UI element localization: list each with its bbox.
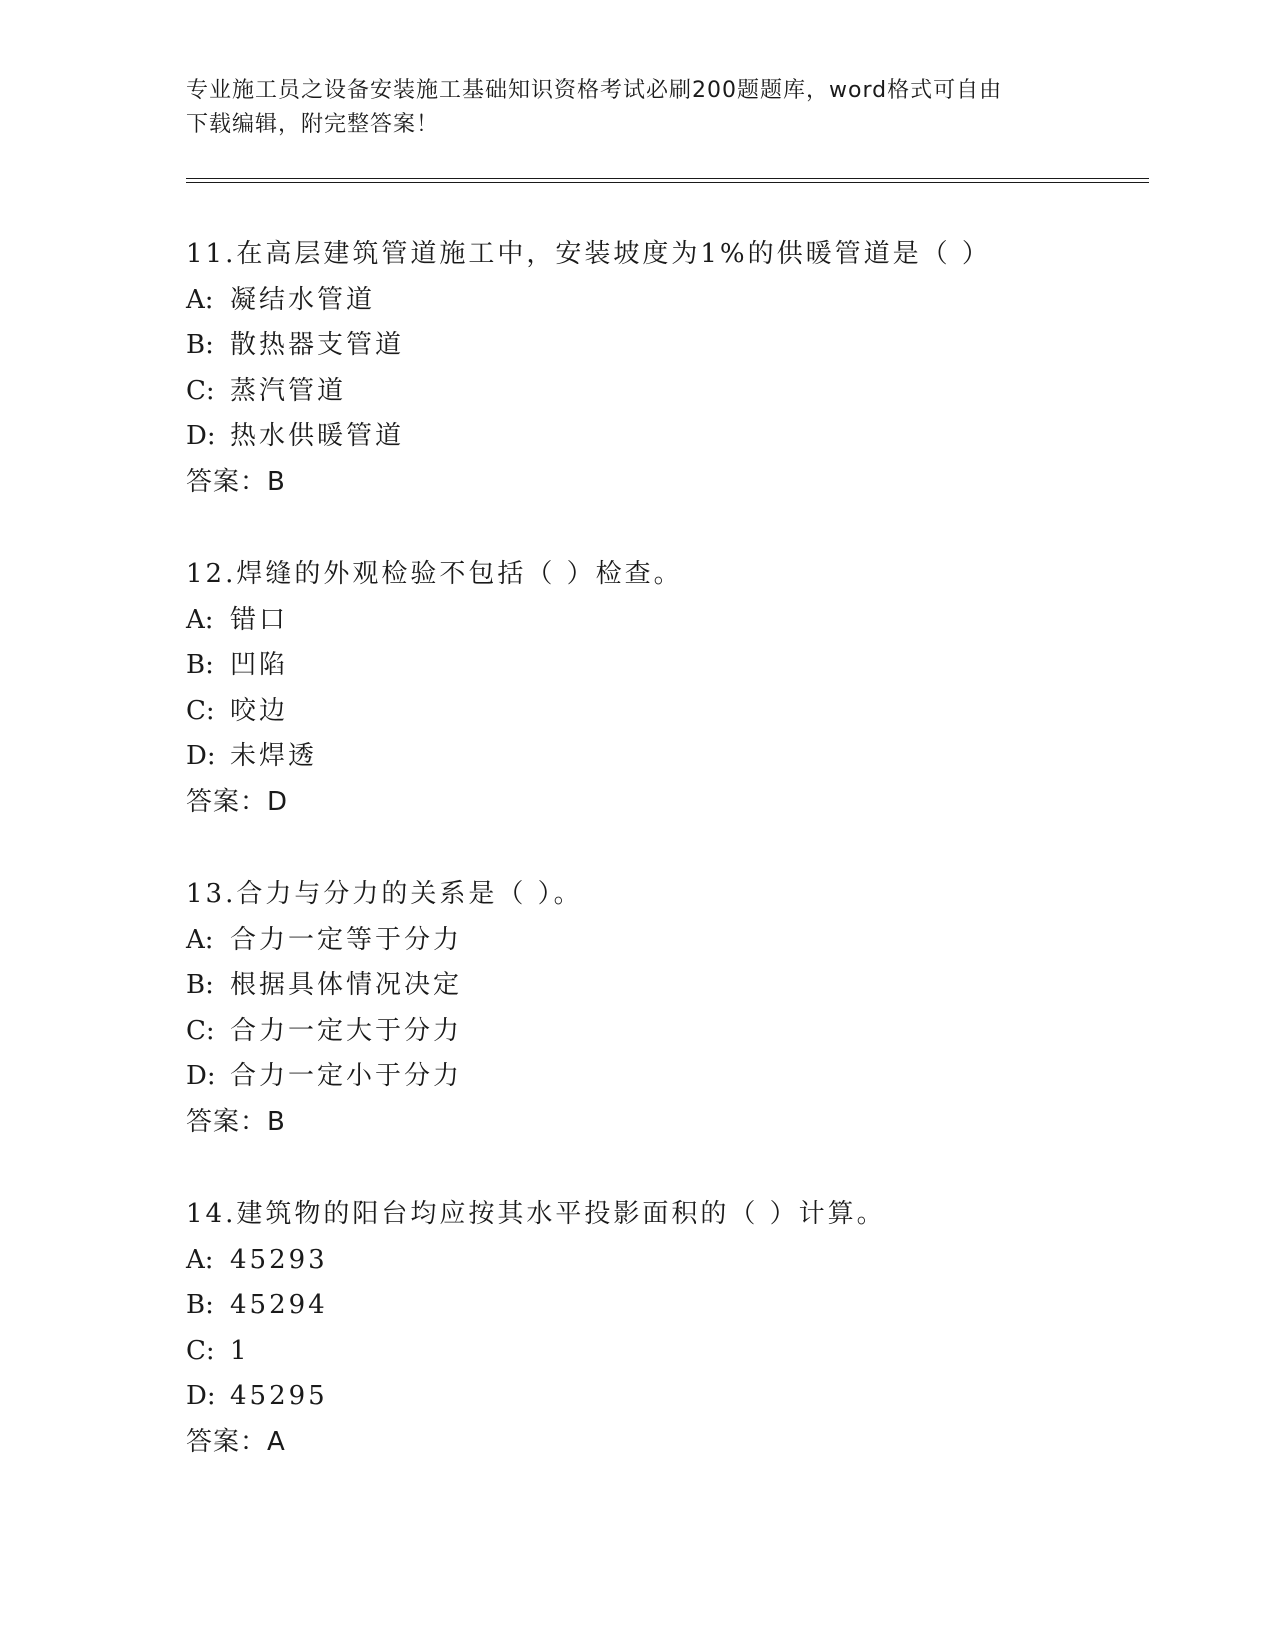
document-header	[186, 74, 1066, 142]
option-text: 未焊透	[230, 741, 318, 771]
question-12	[186, 552, 1146, 825]
question-list	[186, 232, 1146, 1512]
answer-line: 答案：B	[186, 466, 286, 497]
header-rule-top	[186, 178, 1149, 179]
question-11	[186, 232, 1146, 505]
option-key: D:	[186, 421, 216, 451]
option-c	[186, 689, 1146, 735]
option-a	[186, 598, 1146, 644]
option-key: D:	[186, 1381, 216, 1411]
option-key: B:	[186, 650, 214, 680]
option-key: B:	[186, 1290, 214, 1320]
option-c	[186, 369, 1146, 415]
option-key: A:	[186, 1244, 214, 1275]
answer-line: 答案：B	[186, 1106, 286, 1137]
option-key: B:	[186, 970, 214, 1000]
option-key: C:	[186, 1335, 215, 1366]
option-text: 45293	[230, 1244, 328, 1275]
option-d	[186, 1054, 1146, 1100]
option-key: A:	[186, 924, 214, 955]
option-c	[186, 1329, 1146, 1375]
option-text: 根据具体情况决定	[230, 970, 463, 1000]
option-text: 1	[230, 1335, 250, 1366]
question-14	[186, 1192, 1146, 1465]
option-text: 合力一定等于分力	[230, 924, 463, 955]
header-line-2: 下载编辑，附完整答案！	[186, 112, 440, 137]
option-key: A:	[186, 604, 214, 635]
option-key: A:	[186, 284, 214, 315]
option-text: 咬边	[230, 695, 289, 726]
answer-line: 答案：D	[186, 786, 289, 817]
option-a	[186, 918, 1146, 964]
option-b	[186, 963, 1146, 1009]
option-key: D:	[186, 1061, 216, 1091]
option-key: D:	[186, 741, 216, 771]
option-text: 凹陷	[230, 650, 289, 680]
option-key: C:	[186, 1015, 215, 1046]
option-text: 合力一定大于分力	[230, 1015, 463, 1046]
option-text: 错口	[230, 604, 289, 635]
option-key: C:	[186, 695, 215, 726]
option-key: C:	[186, 375, 215, 406]
option-d	[186, 1374, 1146, 1420]
option-text: 凝结水管道	[230, 284, 376, 315]
option-key: B:	[186, 330, 214, 360]
option-text: 45294	[230, 1290, 328, 1320]
option-c	[186, 1009, 1146, 1055]
header-rule-bottom	[186, 182, 1149, 183]
option-text: 45295	[230, 1381, 328, 1411]
option-text: 蒸汽管道	[230, 375, 347, 406]
option-b	[186, 323, 1146, 369]
option-a	[186, 278, 1146, 324]
header-line-1: 专业施工员之设备安装施工基础知识资格考试必刷200题题库，word格式可自由	[186, 78, 1003, 103]
answer-line: 答案：A	[186, 1426, 286, 1457]
option-b	[186, 1283, 1146, 1329]
option-d	[186, 734, 1146, 780]
question-13	[186, 872, 1146, 1145]
option-d	[186, 414, 1146, 460]
option-a	[186, 1238, 1146, 1284]
question-stem: 12.焊缝的外观检验不包括（ ）检查。	[186, 559, 683, 589]
question-stem: 11.在高层建筑管道施工中，安装坡度为1%的供暖管道是（ ）	[186, 239, 991, 269]
question-stem: 14.建筑物的阳台均应按其水平投影面积的（ ）计算。	[186, 1199, 886, 1229]
option-text: 热水供暖管道	[230, 421, 405, 451]
question-stem: 13.合力与分力的关系是（ ）。	[186, 879, 583, 909]
option-b	[186, 643, 1146, 689]
option-text: 散热器支管道	[230, 330, 405, 360]
option-text: 合力一定小于分力	[230, 1061, 463, 1091]
